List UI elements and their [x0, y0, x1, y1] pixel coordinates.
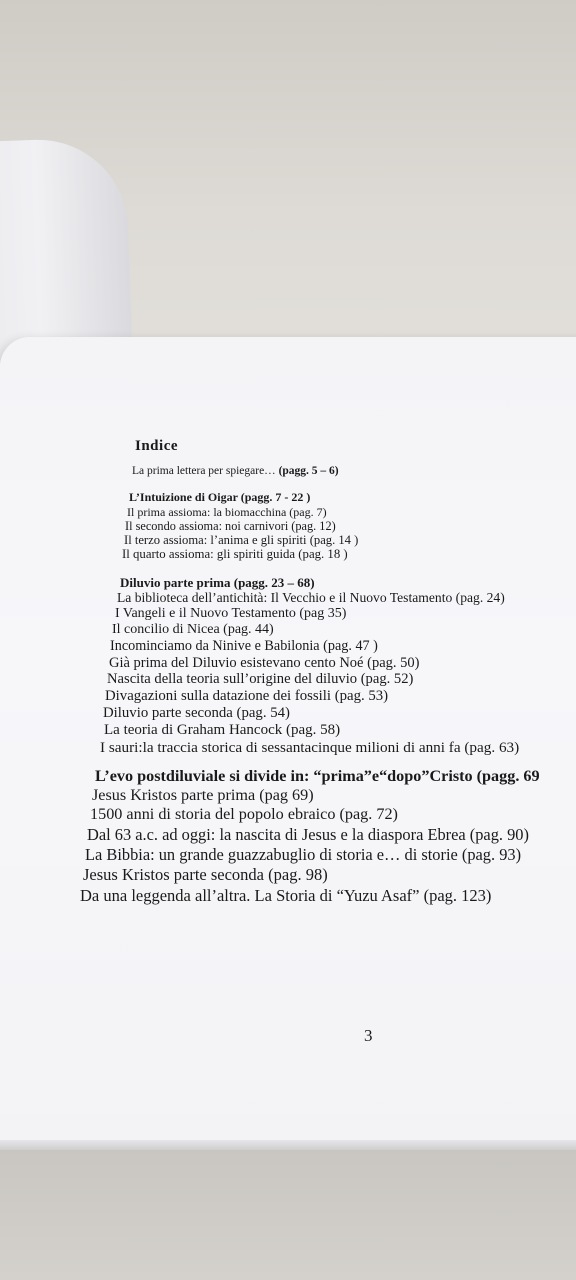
index-entry: Già prima del Diluvio esistevano cento Noé (pag. 50): [109, 655, 420, 671]
index-entry: [132, 465, 339, 477]
index-entry: Il quarto assioma: gli spiriti guida (pag. 18 ): [122, 547, 348, 561]
index-entry: Incominciamo da Ninive e Babilonia (pag. 47 ): [110, 638, 378, 654]
index-entry: 1500 anni di storia del popolo ebraico (pag. 72): [90, 805, 398, 823]
page-number: 3: [364, 1026, 373, 1045]
index-entry: I Vangeli e il Nuovo Testamento (pag 35): [115, 606, 347, 621]
index-entry: La teoria di Graham Hancock (pag. 58): [104, 722, 341, 738]
index-entry: Da una leggenda all’altra. La Storia di “Yuzu Asaf” (pag. 123): [80, 886, 492, 905]
index-entry: I sauri:la traccia storica di sessantacinque milioni di anni fa (pag. 63): [100, 739, 520, 756]
index-entry: Dal 63 a.c. ad oggi: la nascita di Jesus e la diaspora Ebrea (pag. 90): [87, 825, 529, 844]
section-heading: L’evo postdiluviale si divide in: “prima”e“dopo”Cristo (pagg. 69: [95, 767, 540, 785]
section-heading: L’Intuizione di Oigar (pagg. 7 - 22 ): [129, 490, 311, 504]
index-heading: Indice: [135, 438, 179, 454]
index-entry: Il prima assioma: la biomacchina (pag. 7): [127, 505, 327, 519]
index-entry: Il secondo assioma: noi carnivori (pag. 12): [125, 519, 336, 533]
index-entry: Jesus Kristos parte prima (pag 69): [92, 786, 314, 804]
index-entry: Diluvio parte seconda (pag. 54): [103, 705, 290, 721]
index-entry-text: La prima lettera per spiegare…: [132, 465, 276, 477]
table-surface-bottom: [0, 1150, 576, 1280]
index-entry: Nascita della teoria sull’origine del diluvio (pag. 52): [107, 671, 414, 687]
index-entry: Il concilio di Nicea (pag. 44): [112, 622, 274, 637]
index-entry: Divagazioni sulla datazione dei fossili (pag. 53): [105, 688, 389, 704]
section-heading: Diluvio parte prima (pagg. 23 – 68): [120, 575, 315, 590]
index-entry: La Bibbia: un grande guazzabuglio di storia e… di storie (pag. 93): [85, 845, 522, 864]
index-entry: Jesus Kristos parte seconda (pag. 98): [83, 865, 328, 884]
index-entry: La biblioteca dell’antichità: Il Vecchio e il Nuovo Testamento (pag. 24): [117, 590, 505, 605]
index-entry-pages: (pagg. 5 – 6): [275, 465, 339, 477]
index-entry: Il terzo assioma: l’anima e gli spiriti (pag. 14 ): [124, 533, 359, 547]
